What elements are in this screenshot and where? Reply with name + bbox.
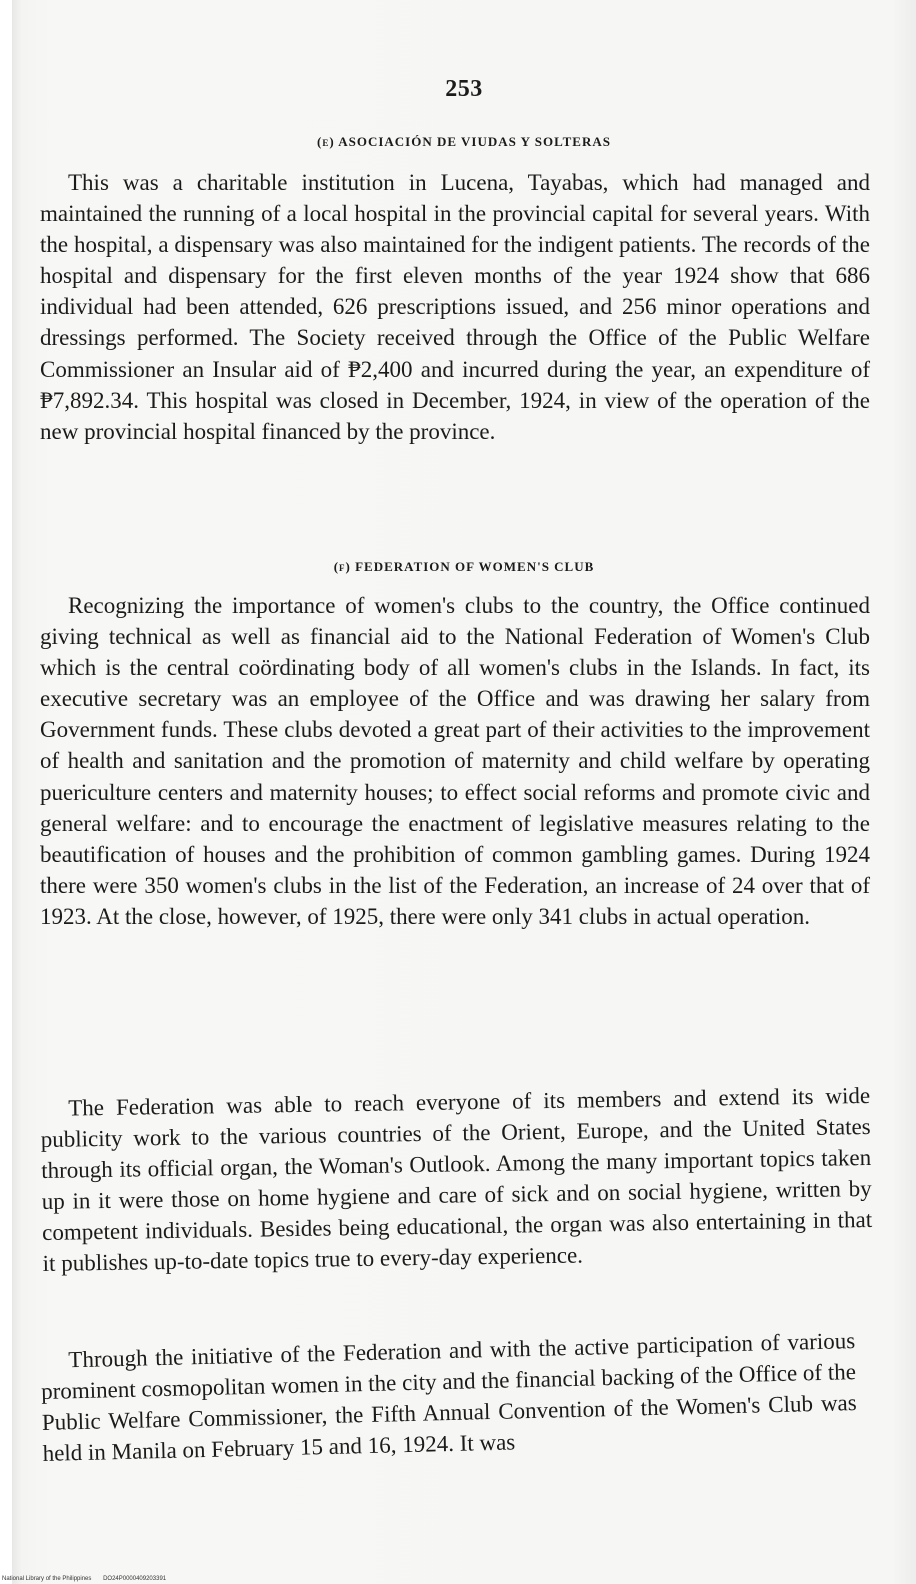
paragraph: Through the initiative of the Federation and with the active participation of various prominent cosmopolitan women in the city and the financial backing of the Office of the Public Welfare Commissioner, the Fifth Annual Convention of the Women's Club was held in Manila on February 15 and 16, 1924. It was: [40, 1328, 857, 1467]
scan-footer: [2, 1576, 176, 1582]
section-heading-e: (e) ASOCIACIÓN DE VIUDAS Y SOLTERAS: [317, 134, 611, 149]
footer-code: DO24P0000409203391: [103, 1576, 167, 1582]
paragraph: Recognizing the importance of women's clubs to the country, the Office continued giving technical as well as financial aid to the National Federation of Women's Club which is the central coördinating body of all women's clubs in the Islands. In fact, its executive secretary was an employee of the Office and was drawing her salary from Government funds. These clubs devoted a great part of their activities to the improvement of health and sanitation and the promotion of maternity and child welfare by operating puericulture centers and maternity houses; to effect social reforms and promote civic and general welfare: and to encourage the enactment of legislative measures relating to the beautification of houses and the prohibition of common gambling games. During 1924 there were 350 women's clubs in the list of the Federation, an increase of 24 over that of 1923. At the close, however, of 1925, there were only 341 clubs in actual operation.: [40, 593, 870, 929]
document-page: [12, 0, 916, 1584]
scan-margin: [0, 0, 12, 1584]
paragraph: This was a charitable institution in Lucena, Tayabas, which had managed and maintained the running of a local hospital in the provincial capital for several years. With the hospital, a dispensary was also maintained for the indigent patients. The records of the hospital and dispensary for the first eleven months of the year 1924 show that 686 individual had been attended, 626 prescriptions issued, and 256 minor operations and dressings performed. The Society received through the Office of the Public Welfare Commissioner an Insular aid of ₱2,400 and incurred during the year, an expenditure of ₱7,892.34. This hospital was closed in December, 1924, in view of the operation of the new provincial hospital financed by the province.: [40, 170, 870, 444]
page-number: 253: [445, 76, 483, 102]
footer-library: National Library of the Philippines: [2, 1576, 92, 1582]
paragraph: The Federation was able to reach everyone of its members and extend its wide publicity work to the various countries of the Orient, Europe, and the United States through its official organ, the Woman's Outlook. Among the many important topics taken up in it were those on home hygiene and care of sick and on social hygiene, written by competent individuals. Besides being educational, the organ was also entertaining in that it publishes up-to-date topics true to every-day experience.: [40, 1082, 873, 1277]
section-heading-f: (f) FEDERATION OF WOMEN'S CLUB: [333, 559, 595, 574]
